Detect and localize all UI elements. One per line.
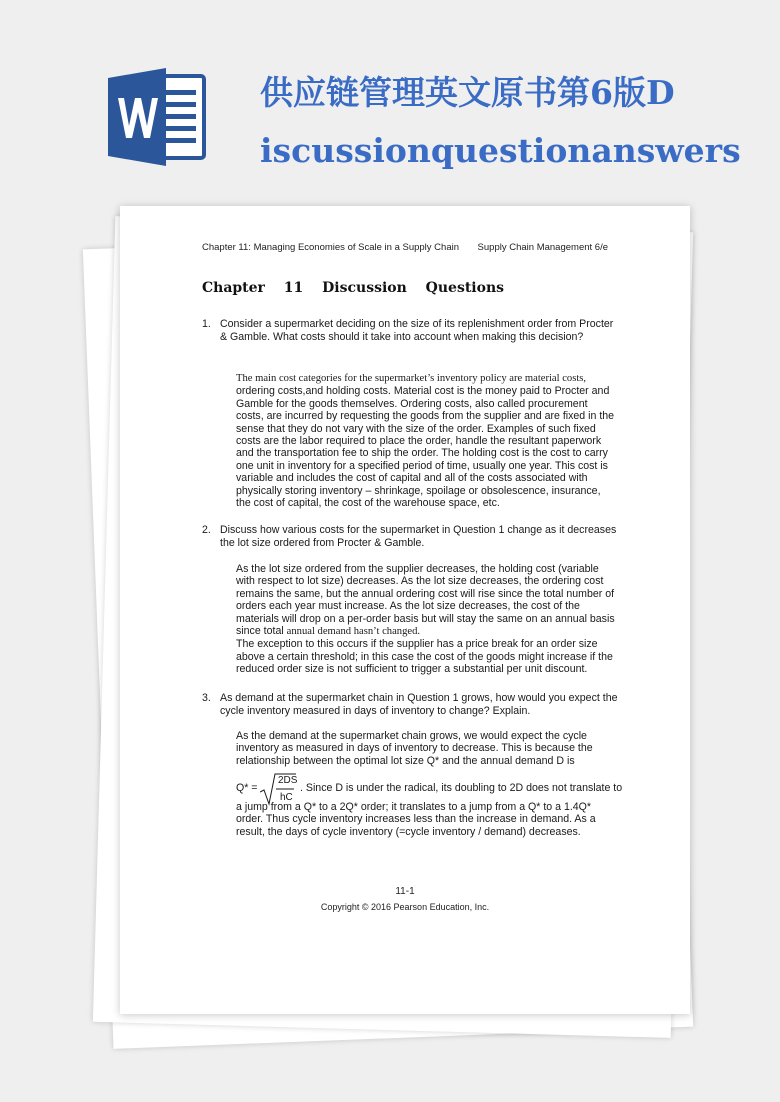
running-header-left: Chapter 11: Managing Economies of Scale in a Supply Chain [202, 242, 460, 253]
question-number: 2. [202, 524, 211, 536]
running-header-right: Supply Chain Management 6/e [477, 242, 608, 253]
title-line-2: iscussionquestionanswers [260, 131, 741, 170]
question-number: 1. [202, 318, 211, 330]
answer-text: As the demand at the supermarket chain grows, we would expect the cycle inventory as measured in days of inventory to decrease. This is because the relationship between the optimal lot size Q* and the annual demand D is [236, 730, 593, 767]
answer-serif-text: annual demand hasn’t changed. [286, 626, 421, 638]
question-text: As demand at the supermarket chain in Question 1 grows, how would you expect the cycle inventory measured in days of inventory to change? Explain. [220, 692, 618, 718]
question-1 [202, 318, 620, 345]
answer-exception: The exception to this occurs if the supplier has a price break for an order size above a certain threshold; in this case the cost of the goods might increase if the reduced order size is not sufficient to trigger a substantial per unit discount. [236, 638, 613, 676]
answer-3-intro [236, 730, 616, 767]
answer-lead: The main cost categories for the supermarket’s inventory policy are material costs, [236, 373, 587, 384]
page-title [260, 64, 760, 180]
page-number: 11-1 [395, 886, 415, 897]
formula-lhs: Q* = [236, 782, 258, 794]
copyright-notice: Copyright © 2016 Pearson Education, Inc. [320, 902, 490, 912]
question-number: 3. [202, 692, 211, 704]
answer-text: a jump from a Q* to a 2Q* order; it translates to a jump from a Q* to a 1.4Q* order. Thus cycle inventory increases less than the increase in demand. As a result, the days of cycle inventory (=cycle inventory / demand) decreases. [236, 801, 596, 838]
formula-numerator: 2DS [278, 775, 298, 786]
formula-denominator: hC [280, 792, 293, 803]
title-line-1: 供应链管理英文原书第6版D [260, 73, 675, 112]
question-text: Discuss how various costs for the supermarket in Question 1 change as it decreases the lot size ordered from Procter & Gamble. [220, 524, 617, 550]
answer-3-rest [236, 801, 616, 838]
word-document-icon [108, 68, 210, 166]
answer-1 [236, 372, 616, 509]
answer-text: ordering costs,and holding costs. Material cost is the money paid to Procter and Gamble for the goods themselves. Ordering costs, also called procurement costs, are incurred by requesting the goods from the supplier and are fixed in the sense that they do not vary with the size of the order. Examples of such fixed costs are the labor required to place the order, handle the resultant paperwork and the transportation fee to ship the order. The holding cost is the cost to carry one unit in inventory for a specified period of time, usually one year. This cost is variable and includes the cost of capital and all of the costs associated with physically storing inventory – shrinkage, spoilage or obsolescence, insurance, the cost of capital, the cost of the warehouse space, etc. [236, 385, 615, 510]
formula-trailing-text: . Since D is under the radical, its doubling to 2D does not translate to [300, 782, 623, 794]
chapter-heading: Chapter 11 Discussion Questions [202, 280, 505, 296]
question-text: Consider a supermarket deciding on the size of its replenishment order from Procter & Gamble. What costs should it take into account when making this decision? [220, 318, 614, 344]
answer-2 [236, 563, 616, 676]
question-2 [202, 524, 620, 551]
document-page [120, 206, 690, 1014]
question-3 [202, 692, 620, 719]
answer-text: As the lot size ordered from the supplier decreases, the holding cost (variable with respect to lot size) decreases. As the lot size decreases, the ordering cost remains the same, but the annual ordering cost will rise since the total number of orders each year must increase. As the lot size decreases, the cost of the materials will drop on a per-order basis but will stay the same on an annual basis since total [236, 563, 615, 638]
